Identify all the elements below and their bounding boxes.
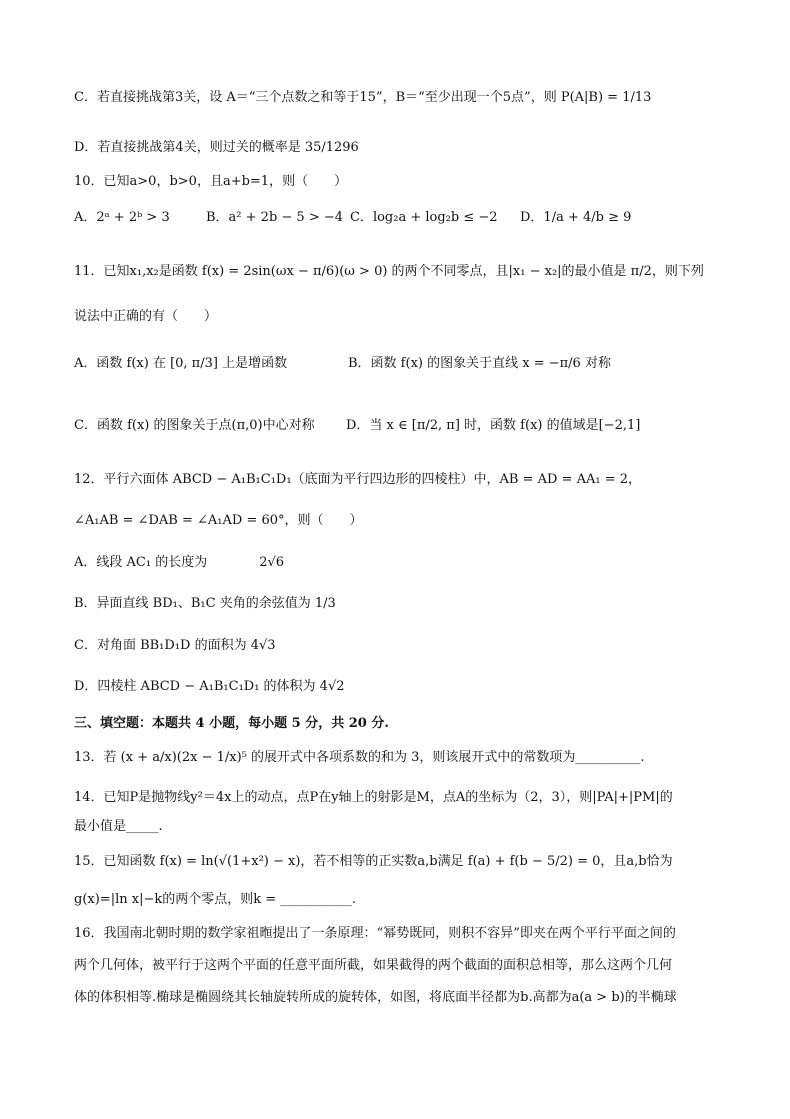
question-11-line-1: 11．已知x₁,x₂是函数 f(x) = 2sin(ωx − π/6)(ω > 0) 的两个不同零点，且|x₁ − x₂|的最小值是 π/2，则下列 [74,264,704,279]
question-11-option-a: A．函数 f(x) 在 [0, π/3] 上是增函数 [74,356,288,371]
question-10-option-a: A．2ᵃ + 2ᵇ > 3 [74,210,170,225]
question-16-line-2: 两个几何体，被平行于这两个平面的任意平面所截，如果截得的两个截面的面积总相等，那么这两个几何 [74,958,673,973]
question-10: 10．已知a>0，b>0，且a+b=1，则（ ） [74,174,348,189]
question-9d: D．若直接挑战第4关，则过关的概率是 35/1296 [74,140,359,155]
question-13: 13．若 (x + a/x)(2x − 1/x)⁵ 的展开式中各项系数的和为 3，则该展开式中的常数项为__________. [74,750,645,765]
question-10-option-c: C．log₂a + log₂b ≤ −2 [350,210,498,225]
question-12-option-c: C．对角面 BB₁D₁D 的面积为 4√3 [74,638,276,653]
question-12-option-d: D．四棱柱 ABCD − A₁B₁C₁D₁ 的体积为 4√2 [74,679,345,694]
question-11-option-d: D．当 x ∈ [π/2, π] 时，函数 f(x) 的值域是[−2,1] [346,418,641,433]
question-10-option-d: D．1/a + 4/b ≥ 9 [520,210,632,225]
section-3-heading: 三、填空题：本题共 4 小题，每小题 5 分，共 20 分. [74,716,389,731]
question-12-line-2: ∠A₁AB = ∠DAB = ∠A₁AD = 60°，则（ ） [74,513,363,528]
question-9c: C．若直接挑战第3关，设 A＝“三个点数之和等于15”，B＝“至少出现一个5点”，则 P(A|B) = 1/13 [74,90,652,105]
question-12-option-b: B．异面直线 BD₁、B₁C 夹角的余弦值为 1/3 [74,596,336,611]
question-14-line-2: 最小值是_____. [74,819,163,834]
question-12-line-1: 12．平行六面体 ABCD − A₁B₁C₁D₁（底面为平行四边形的四棱柱）中，AB = AD = AA₁ = 2， [74,472,642,487]
question-15-line-2: g(x)=|ln x|−k的两个零点，则k = ___________. [74,892,356,907]
question-12-option-a: A．线段 AC₁ 的长度为 2√6 [74,555,285,570]
question-11-line-2: 说法中正确的有（ ） [74,309,218,324]
question-11-option-b: B．函数 f(x) 的图象关于直线 x = −π/6 对称 [348,356,611,371]
question-11-option-c: C．函数 f(x) 的图象关于点(π,0)中心对称 [74,418,315,433]
question-10-option-b: B．a² + 2b − 5 > −4 [206,210,344,225]
question-16-line-1: 16．我国南北朝时期的数学家祖暅提出了一条原理：“幂势既同，则积不容异”即夹在两个平行平面之间的 [74,926,676,941]
question-15-line-1: 15．已知函数 f(x) = ln(√(1+x²) − x)，若不相等的正实数a,b满足 f(a) + f(b − 5/2) = 0，且a,b恰为 [74,854,673,869]
question-14-line-1: 14．已知P是抛物线y²＝4x上的动点，点P在y轴上的射影是M，点A的坐标为（2，3），则|PA|+|PM|的 [74,790,673,805]
question-16-line-3: 体的体积相等.椭球是椭圆绕其长轴旋转所成的旋转体，如图，将底面半径都为b.高都为a(a > b)的半椭球 [74,990,677,1005]
